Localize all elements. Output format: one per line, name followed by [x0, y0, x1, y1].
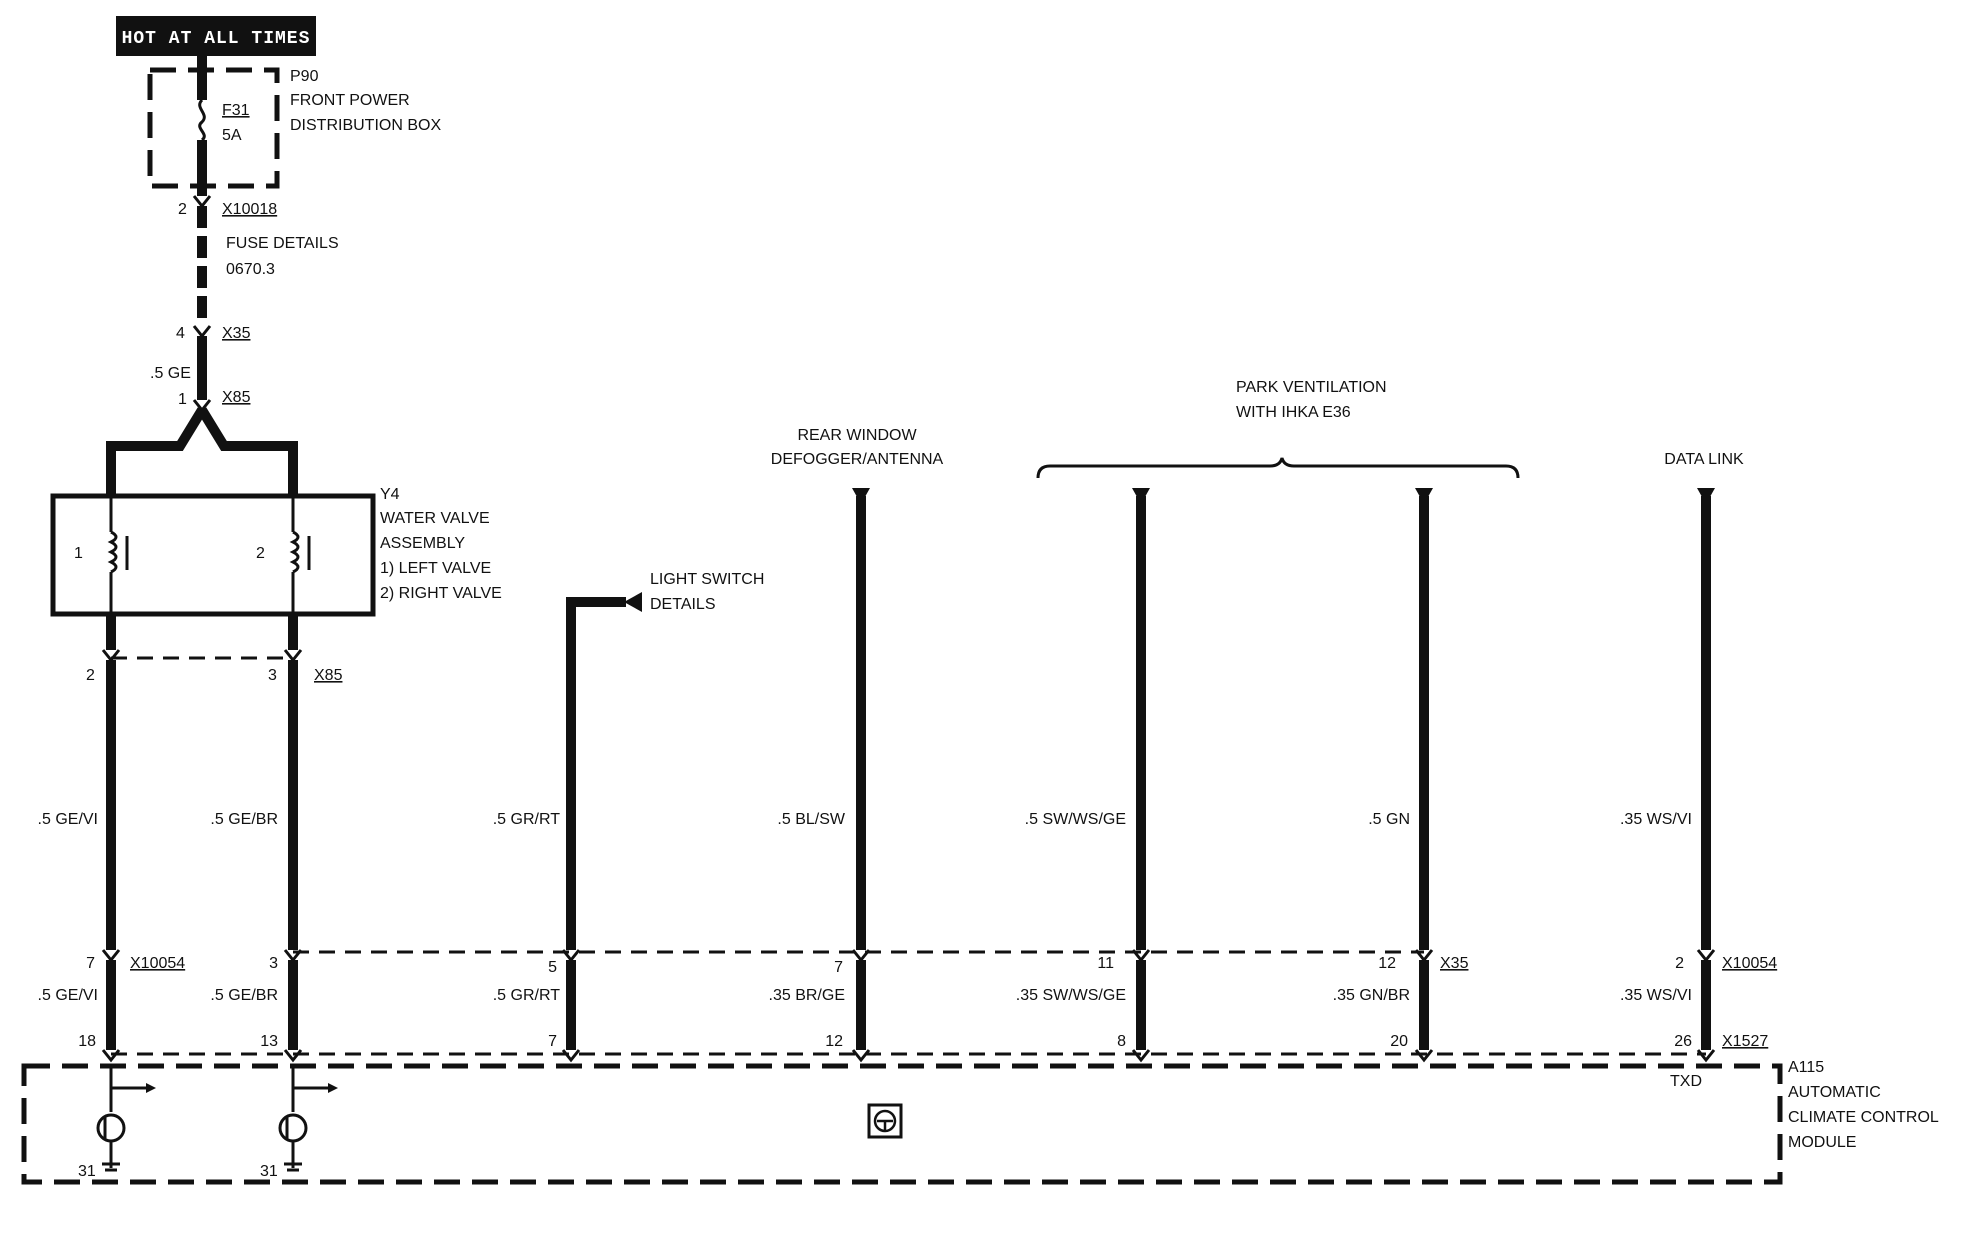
module-electronic-symbol-icon [869, 1105, 901, 1137]
pin-x85-left: 2 [86, 667, 95, 684]
wire-top-ge: .5 GE [150, 365, 191, 382]
pin-x35-top: 4 [176, 325, 185, 342]
ground-1-label: 31 [78, 1163, 96, 1180]
mid-pin-col1: 7 [86, 955, 95, 972]
connector-x35-top-symbol [194, 326, 210, 336]
p90-id: P90 [290, 68, 319, 85]
middle-connector-symbols [103, 950, 1714, 960]
wire-col3-upper-label: .5 GR/RT [492, 811, 560, 828]
transistor-1 [98, 1064, 156, 1170]
mid-pin-col2: 3 [269, 955, 278, 972]
mid-pin-col3: 5 [548, 959, 557, 976]
water-valve-assembly-box [53, 496, 373, 614]
park-vent-label-line2: WITH IHKA E36 [1236, 404, 1351, 421]
module-pin-col4: 12 [825, 1033, 843, 1050]
connector-x85-label: X85 [314, 667, 343, 684]
fuse-f31-symbol [200, 100, 205, 140]
wire-col6-upper-label: .5 GN [1368, 811, 1410, 828]
wire-col5-lower-label: .35 SW/WS/GE [1015, 987, 1126, 1004]
connector-x10054-right-label: X10054 [1722, 955, 1778, 972]
wire-col7-upper-label: .35 WS/VI [1619, 811, 1692, 828]
wire-col4-lower-label: .35 BR/GE [768, 987, 845, 1004]
connector-x10018-label: X10018 [222, 201, 278, 218]
mid-pin-col7: 2 [1675, 955, 1684, 972]
wire-col1-lower-label: .5 GE/VI [37, 987, 98, 1004]
module-id: A115 [1788, 1059, 1825, 1076]
light-switch-arrow [624, 592, 642, 612]
p90-distribution-box-outline [150, 70, 277, 186]
mid-pin-col5: 11 [1097, 955, 1114, 972]
connector-x10018-symbol [194, 196, 210, 206]
rear-window-arrow [852, 488, 870, 504]
pin-x10018: 2 [178, 201, 187, 218]
valve-name-line1: WATER VALVE [380, 510, 490, 527]
valve-feed-split [111, 410, 293, 496]
wire-col3-upper [571, 602, 626, 950]
connector-x10054-left-label: X10054 [130, 955, 186, 972]
valve-coil-2-label: 2 [256, 545, 265, 562]
module-name-line3: MODULE [1788, 1134, 1857, 1151]
module-pin-col1: 18 [78, 1033, 96, 1050]
valve-right-coil [293, 532, 298, 572]
fuse-details-line2: 0670.3 [226, 261, 275, 278]
park-vent-arrow-2 [1415, 488, 1433, 504]
mid-pin-col6: 12 [1378, 955, 1396, 972]
p90-name-line2: DISTRIBUTION BOX [290, 117, 442, 134]
valve-item-right: 2) RIGHT VALVE [380, 585, 502, 602]
connector-x35-right-label: X35 [1440, 955, 1469, 972]
wire-col6-lower-label: .35 GN/BR [1332, 987, 1410, 1004]
connector-x1527-label: X1527 [1722, 1033, 1769, 1050]
fuse-rating: 5A [222, 127, 242, 144]
wire-col2-upper-label: .5 GE/BR [210, 811, 278, 828]
light-switch-label-line2: DETAILS [650, 596, 716, 613]
wire-col7-lower-label: .35 WS/VI [1619, 987, 1692, 1004]
rear-window-label-line1: REAR WINDOW [797, 427, 917, 444]
module-name-line2: CLIMATE CONTROL [1788, 1109, 1939, 1126]
module-pin-col7: 26 [1674, 1033, 1692, 1050]
park-vent-label-line1: PARK VENTILATION [1236, 379, 1387, 396]
pin-x85-top: 1 [178, 391, 187, 408]
park-vent-arrow-1 [1132, 488, 1150, 504]
fuse-id: F31 [222, 102, 250, 119]
wire-col3-lower-label: .5 GR/RT [492, 987, 560, 1004]
park-vent-brace [1038, 458, 1518, 478]
module-pin-col3: 7 [548, 1033, 557, 1050]
light-switch-label-line1: LIGHT SWITCH [650, 571, 765, 588]
module-pin-col5: 8 [1117, 1033, 1126, 1050]
wire-col5-upper-label: .5 SW/WS/GE [1024, 811, 1126, 828]
ground-2-label: 31 [260, 1163, 278, 1180]
valve-coil-1-label: 1 [74, 545, 83, 562]
wire-col2-lower-label: .5 GE/BR [210, 987, 278, 1004]
connector-x85-top-label: X85 [222, 389, 251, 406]
wire-col4-upper-label: .5 BL/SW [777, 811, 845, 828]
connector-x35-top-label: X35 [222, 325, 251, 342]
valve-id: Y4 [380, 486, 400, 503]
p90-name-line1: FRONT POWER [290, 92, 410, 109]
transistor-2 [280, 1064, 338, 1170]
fuse-details-line1: FUSE DETAILS [226, 235, 339, 252]
rear-window-label-line2: DEFOGGER/ANTENNA [770, 451, 944, 468]
valve-item-left: 1) LEFT VALVE [380, 560, 492, 577]
data-link-arrow [1697, 488, 1715, 504]
connector-x85-right-symbol [285, 650, 301, 660]
pin-x85-right: 3 [268, 667, 277, 684]
wire-col1-upper-label: .5 GE/VI [37, 811, 98, 828]
data-link-label: DATA LINK [1664, 451, 1744, 468]
module-name-line1: AUTOMATIC [1788, 1084, 1881, 1101]
mid-pin-col4: 7 [834, 959, 843, 976]
module-pin-col2: 13 [260, 1033, 278, 1050]
module-txd-label: TXD [1670, 1073, 1702, 1090]
valve-left-coil [111, 532, 116, 572]
hot-at-all-times-label: HOT AT ALL TIMES [121, 29, 311, 49]
connector-x85-top-symbol [194, 400, 210, 410]
valve-name-line2: ASSEMBLY [380, 535, 466, 552]
module-pin-col6: 20 [1390, 1033, 1408, 1050]
